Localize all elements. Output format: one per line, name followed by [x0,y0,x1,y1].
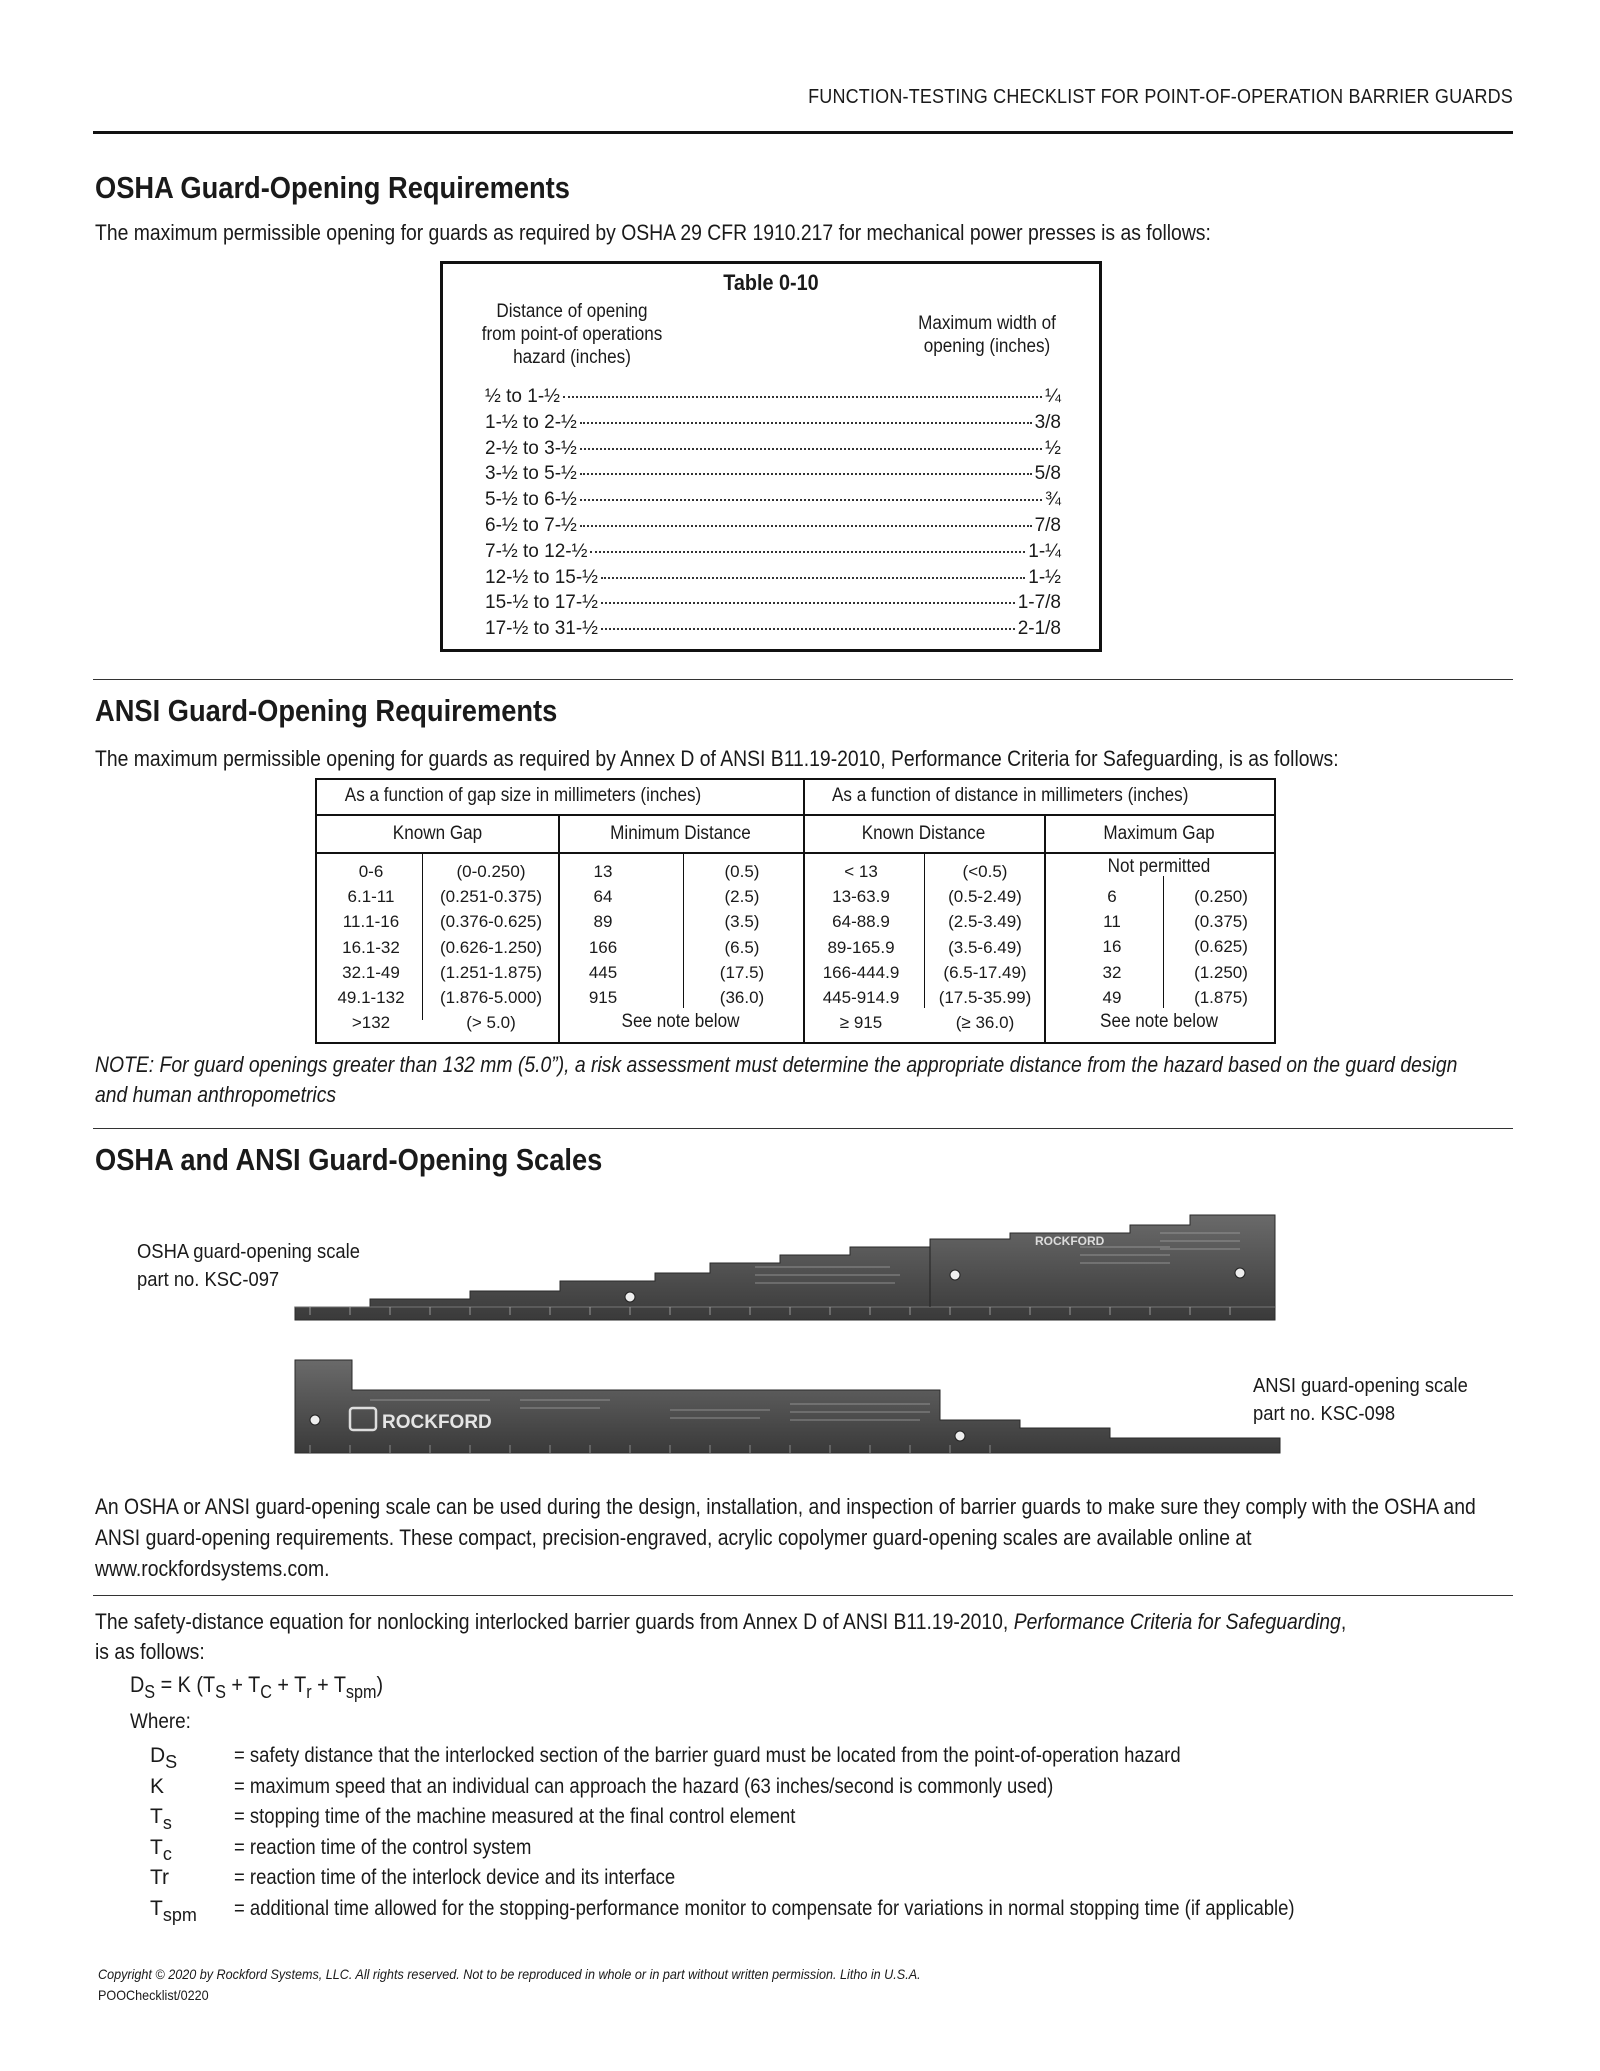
ansi-max-gap-mm-column [1077,884,1147,1010]
ansi-cell: (1.875) [1194,987,1248,1007]
osha-width: ½ [1045,437,1061,459]
leader-dots [580,525,1032,527]
osha-range: 2-½ to 3-½ [485,437,577,459]
equation-intro-text: , [1340,1609,1347,1634]
leader-dots [590,551,1025,553]
ansi-cell: 6 [1107,887,1117,906]
equation-intro-title: Performance Criteria for Safeguarding [1013,1609,1341,1634]
definition-text: = additional time allowed for the stopping-performance monitor to compensate for variations in normal stopping time (if applicable) [234,1896,1295,1920]
ansi-cell: 89 [593,912,613,932]
definition-row [150,1744,1570,1775]
osha-col1-header-line: Distance of opening [496,301,648,322]
section-rule [93,679,1513,680]
osha-width: 7/8 [1034,514,1061,536]
section-rule [93,1595,1513,1596]
ansi-cell: (0.626-1.250) [439,937,543,957]
osha-col2-header [897,312,1077,358]
ansi-cell: (0.250) [1194,887,1248,906]
ansi-cell: (0.251-0.375) [439,887,543,907]
footer [98,1964,1012,2006]
table-rule [683,852,684,1008]
equation-intro-text: is as follows: [95,1639,205,1664]
definition-text: = stopping time of the machine measured at the final control element [234,1805,796,1828]
definition-row [150,1775,1570,1806]
definition-row [150,1866,1570,1897]
leader-dots [580,422,1032,424]
safety-distance-formula: $D_S = K$ $(T_S + T_C + T_r + T_{spm})$ [130,1672,384,1702]
scales-heading: OSHA and ANSI Guard-Opening Scales [95,1142,603,1177]
osha-width: ¼ [1045,386,1061,407]
osha-width: 5/8 [1034,463,1061,485]
osha-table [440,261,1102,652]
definition-text: = maximum speed that an individual can approach the hazard (63 inches/second is commonly used) [234,1774,1054,1798]
osha-range: 7-½ to 12-½ [485,540,588,562]
ansi-cell: >132 [351,1013,391,1033]
symbol-subscript: S [165,1752,178,1772]
osha-range: 17-½ to 31-½ [485,618,599,640]
ansi-cell: < 13 [844,862,878,881]
ansi-known-gap-mm-column [321,859,421,1035]
definition-text: = reaction time of the interlock device and its interface [234,1866,676,1889]
osha-width: 2-1/8 [1017,618,1061,640]
symbol-letter: T [150,1835,163,1859]
ansi-max-gap-header: Maximum Gap [1103,823,1215,844]
ansi-cell: 6.1-11 [347,887,395,907]
definition-row [150,1805,1570,1836]
osha-range: 15-½ to 17-½ [485,592,599,614]
osha-scale-image [290,1195,1280,1330]
ansi-cell: (1.251-1.875) [439,962,543,982]
ansi-cell: (≥ 36.0) [955,1013,1015,1033]
ansi-note: NOTE: For guard openings greater than 132 mm (5.0”), a risk assessment must determine the appropriate distance from the hazard based on the guard design and human anthropometrics [95,1052,1458,1107]
osha-width: 1-7/8 [1017,592,1061,614]
ansi-cell: (2.5) [724,887,760,907]
ansi-cell: (0.376-0.625) [439,912,543,932]
copyright: Copyright © 2020 by Rockford Systems, LLC. All rights reserved. Not to be reproduced in whole or in part without written permission. Litho in U.S.A. [98,1966,921,1982]
osha-col1-header-line: from point-of operations [481,324,663,345]
ansi-cell: 16.1-32 [342,937,400,957]
leader-dots [601,602,1015,604]
ansi-cell: (3.5) [724,912,760,932]
equation-intro [95,1607,1477,1667]
symbol-subscript: spm [162,1904,197,1925]
leader-dots [580,499,1042,501]
symbol-letter: T [150,1805,163,1828]
ansi-cell: 0-6 [358,862,384,881]
running-header: FUNCTION-TESTING CHECKLIST FOR POINT-OF-OPERATION BARRIER GUARDS [808,86,1513,108]
osha-table-row [485,438,1061,464]
ansi-max-gap-note: See note below [1100,1011,1218,1032]
osha-width: 3/8 [1034,411,1061,433]
ansi-cell: (17.5-35.99) [938,988,1032,1008]
osha-scale-brand: ROCKFORD [1035,1234,1105,1248]
ansi-scale-brand: ROCKFORD [382,1412,492,1433]
ansi-cell: (36.0) [719,988,765,1008]
ansi-min-distance-in-column [687,859,797,1010]
ansi-cell: (1.876-5.000) [439,988,543,1008]
osha-table-row [485,386,1061,412]
ansi-cell: ≥ 915 [839,1013,883,1033]
osha-scale-label-line: OSHA guard-opening scale [137,1241,360,1263]
leader-dots [601,628,1015,630]
definition-row [150,1836,1570,1867]
ansi-cell: 915 [588,988,618,1008]
ansi-intro: The maximum permissible opening for guards as required by Annex D of ANSI B11.19-2010, Performance Criteria for Safeguarding, is as follows: [95,746,1339,771]
definition-symbol [150,1775,234,1804]
symbol-letter: D [150,1744,166,1767]
ansi-cell: (6.5-17.49) [943,962,1027,982]
table-rule [317,814,1274,816]
ansi-cell: 445 [588,962,618,982]
definition-symbol [150,1836,234,1865]
ansi-cell: 49 [1102,987,1122,1007]
ansi-cell: (<0.5) [962,862,1008,881]
definition-text: = safety distance that the interlocked section of the barrier guard must be located from the point-of-operation hazard [234,1744,1181,1767]
table-rule [317,852,1274,854]
ansi-cell: 445-914.9 [822,988,900,1008]
definition-symbol [150,1805,234,1834]
osha-table-row [485,489,1061,515]
ansi-cell: (17.5) [719,962,765,982]
ansi-cell: (0.5-2.49) [948,887,1022,907]
definition-symbol [150,1866,234,1895]
osha-col2-header-line: Maximum width of [918,313,1056,334]
definition-symbol [150,1897,234,1926]
osha-table-row [485,412,1061,438]
osha-table-row [485,515,1061,541]
ansi-known-gap-header: Known Gap [392,823,483,844]
table-rule [422,852,423,1020]
symbol-letter: Tr [150,1866,170,1889]
osha-table-row [485,541,1061,567]
ansi-cell: (1.250) [1194,962,1248,982]
ansi-cell: 89-165.9 [827,937,895,957]
ansi-scale-label [1253,1372,1468,1428]
osha-range: 1-½ to 2-½ [485,411,577,433]
definitions-list [150,1744,1570,1927]
ansi-min-distance-note: See note below [621,1011,740,1032]
table-rule [1044,814,1046,1042]
osha-width: 1-¼ [1028,540,1061,562]
ansi-cell: (2.5-3.49) [948,912,1022,932]
ansi-table [315,778,1276,1044]
ansi-cell: (0.625) [1194,937,1248,957]
scales-description: An OSHA or ANSI guard-opening scale can be used during the design, installation, and inspection of barrier guards to make sure they comply with the OSHA and ANSI guard-opening requirements. These compact, precision-engraved, acrylic copolymer guard-opening scales are available online at www.rockfordsystems.com. [95,1494,1476,1581]
leader-dots [580,473,1032,475]
ansi-cell: 11 [1103,912,1121,932]
osha-col2-header-line: opening (inches) [923,336,1051,357]
ansi-cell: 166 [588,937,618,957]
ansi-cell: 49.1-132 [337,988,405,1008]
osha-range: 5-½ to 6-½ [485,489,577,511]
definition-row [150,1897,1570,1928]
ansi-cell: 32 [1102,962,1122,982]
osha-width: 1-½ [1028,566,1061,588]
equation-intro-text: The safety-distance equation for nonlocking interlocked barrier guards from Annex D of ANSI B11.19-2010, [95,1609,1014,1634]
osha-intro: The maximum permissible opening for guards as required by OSHA 29 CFR 1910.217 for mechanical power presses is as follows: [95,220,1211,245]
doc-id: POOChecklist/0220 [98,1987,209,2003]
ansi-cell: (6.5) [724,937,760,957]
osha-range: 12-½ to 15-½ [485,566,599,588]
table-rule [924,852,925,1008]
osha-col1-header [469,300,676,369]
osha-scale-label-line: part no. KSC-097 [137,1269,280,1291]
ansi-known-distance-header: Known Distance [861,823,986,844]
table-rule [1163,876,1164,1008]
ansi-min-distance-mm-column [558,859,648,1010]
symbol-subscript: s [162,1813,172,1833]
ansi-group1-header: As a function of gap size in millimeters (inches) [344,785,702,806]
ansi-cell: 64-88.9 [832,912,890,932]
ansi-cell: 11.1-16 [342,912,400,932]
osha-col1-header-line: hazard (inches) [513,347,631,368]
section-rule [93,1128,1513,1129]
ansi-cell: (0-0.250) [456,862,526,881]
definition-text: = reaction time of the control system [234,1835,532,1859]
osha-range: ½ to 1-½ [485,386,560,407]
osha-range: 3-½ to 5-½ [485,463,577,485]
ansi-cell: (> 5.0) [466,1013,516,1033]
leader-dots [601,577,1025,579]
osha-heading: OSHA Guard-Opening Requirements [95,170,570,205]
osha-range: 6-½ to 7-½ [485,514,577,536]
header-rule [93,131,1513,134]
ansi-known-distance-in-column [926,859,1044,1035]
ansi-min-distance-header: Minimum Distance [610,823,751,844]
ansi-max-gap-in-column [1167,884,1275,1010]
ansi-scale-label-line: part no. KSC-098 [1253,1403,1396,1425]
osha-table-row [485,567,1061,593]
ansi-cell: (3.5-6.49) [948,937,1022,957]
osha-rows [485,386,1061,644]
osha-table-row [485,463,1061,489]
leader-dots [563,396,1042,398]
symbol-letter: K [150,1774,165,1798]
symbol-subscript: c [162,1843,172,1864]
ansi-cell: 16 [1102,937,1122,957]
ansi-scale-image [290,1350,1290,1465]
where-label: Where: [130,1710,191,1733]
ansi-group2-header: As a function of distance in millimeters (inches) [832,785,1189,806]
ansi-cell: 13 [593,862,613,881]
ansi-known-gap-in-column [424,859,558,1035]
ansi-cell: 13-63.9 [832,887,890,907]
ansi-max-gap-not-permitted: Not permitted [1107,856,1211,877]
ansi-cell: (0.375) [1194,912,1248,932]
ansi-cell: 64 [593,887,613,907]
osha-table-row [485,592,1061,618]
osha-table-row [485,618,1061,644]
osha-width: ¾ [1045,489,1061,511]
ansi-known-distance-mm-column [803,859,919,1035]
ansi-cell: 166-444.9 [822,962,900,982]
symbol-letter: T [150,1896,163,1920]
ansi-heading: ANSI Guard-Opening Requirements [95,693,558,728]
leader-dots [580,448,1042,450]
ansi-scale-label-line: ANSI guard-opening scale [1253,1375,1468,1397]
ansi-cell: (0.5) [724,862,760,881]
definition-symbol [150,1744,234,1773]
ansi-cell: 32.1-49 [342,962,400,982]
osha-table-title: Table 0-10 [723,270,819,295]
